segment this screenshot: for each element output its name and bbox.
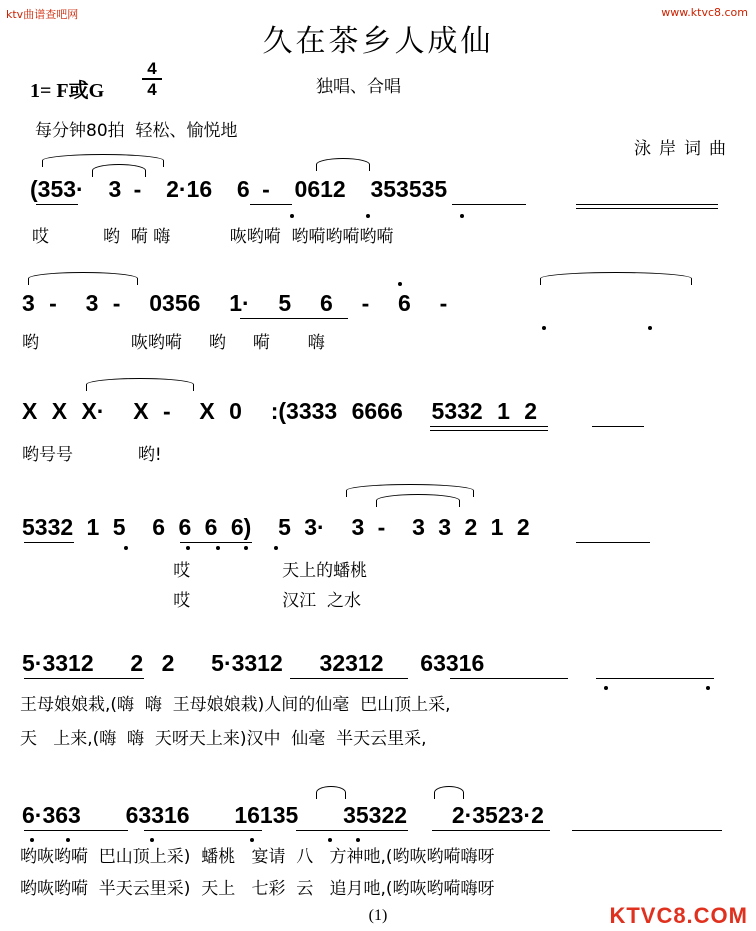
beam-line bbox=[180, 542, 252, 543]
slur-mark bbox=[316, 786, 346, 799]
beam-line bbox=[572, 830, 722, 831]
lyrics-row-3: 哟号号 哟! bbox=[22, 445, 162, 465]
lyrics-row-5-verse-1: 王母娘娘栽,(嗨 嗨 王母娘娘栽)人间的仙毫 巴山顶上采, bbox=[20, 695, 451, 715]
tie-mark bbox=[92, 164, 146, 177]
lyrics-row-2: 哟 咴哟嗬 哟 嗬 嗨 bbox=[22, 333, 325, 353]
tie-mark bbox=[28, 272, 138, 285]
octave-dot bbox=[274, 546, 278, 550]
octave-dot bbox=[706, 686, 710, 690]
lyrics-row-4-verse-2: 哎 汉江 之水 bbox=[22, 591, 361, 611]
music-row-6: 6·363 63316 16135 35322 2·3523·2 bbox=[22, 802, 544, 828]
beam-line bbox=[576, 204, 718, 205]
time-sig-bottom: 4 bbox=[147, 80, 157, 99]
tie-mark bbox=[86, 378, 194, 391]
watermark-right: www.ktvc8.com bbox=[661, 6, 748, 19]
octave-dot bbox=[542, 326, 546, 330]
beam-line bbox=[290, 678, 408, 679]
music-row-3: X X X· X - X 0 :(3333 6666 5332 1 2 bbox=[22, 398, 538, 424]
performance-style: 独唱、合唱 bbox=[316, 77, 401, 97]
beam-line bbox=[36, 204, 78, 205]
key-signature: 1= F或G bbox=[30, 80, 105, 102]
octave-dot bbox=[150, 838, 154, 842]
octave-dot bbox=[356, 838, 360, 842]
time-signature bbox=[140, 60, 164, 98]
beam-line bbox=[144, 830, 262, 831]
watermark-left: ktv曲谱查吧网 bbox=[6, 8, 79, 21]
song-title: 久在茶乡人成仙 bbox=[262, 24, 494, 59]
music-row-2: 3 - 3 - 0356 1· 5 6 - 6 - bbox=[22, 290, 448, 316]
octave-dot bbox=[250, 838, 254, 842]
beam-line bbox=[576, 208, 718, 209]
music-row-5: 5·3312 2 2 5·3312 32312 63316 bbox=[22, 650, 485, 676]
beam-line bbox=[596, 678, 714, 679]
octave-dot bbox=[124, 546, 128, 550]
time-sig-top: 4 bbox=[147, 59, 157, 78]
octave-dot bbox=[216, 546, 220, 550]
beam-line bbox=[432, 830, 550, 831]
lyrics-row-6-verse-2: 哟咴哟嗬 半天云里采) 天上 七彩 云 追月吔,(哟咴哟嗬嗨呀 bbox=[20, 879, 495, 899]
octave-dot bbox=[460, 214, 464, 218]
octave-dot bbox=[328, 838, 332, 842]
tempo-marking: 每分钟80拍 轻松、愉悦地 bbox=[35, 121, 238, 141]
beam-line bbox=[576, 542, 650, 543]
tie-mark bbox=[540, 272, 692, 285]
credit-line: 泳岸词曲 bbox=[634, 139, 734, 159]
octave-dot bbox=[398, 282, 402, 286]
octave-dot bbox=[30, 838, 34, 842]
site-logo: KTVC8.COM bbox=[609, 903, 748, 928]
beam-line bbox=[452, 204, 526, 205]
music-row-4: 5332 1 5 6 6 6 6) 5 3· 3 - 3 3 2 1 2 bbox=[22, 514, 530, 540]
beam-line bbox=[240, 318, 348, 319]
lyrics-row-6-verse-1: 哟咴哟嗬 巴山顶上采) 蟠桃 宴请 八 方神吔,(哟咴哟嗬嗨呀 bbox=[20, 847, 495, 867]
octave-dot bbox=[290, 214, 294, 218]
octave-dot bbox=[604, 686, 608, 690]
lyrics-row-1: 哎 哟 嗬 嗨 咴哟嗬 哟嗬哟嗬哟嗬 bbox=[32, 227, 394, 247]
octave-dot bbox=[186, 546, 190, 550]
slur-mark bbox=[434, 786, 464, 799]
music-row-1: (353· 3 - 2·16 6 - 0612 353535 bbox=[30, 176, 448, 202]
beam-line bbox=[250, 204, 292, 205]
beam-line bbox=[430, 430, 548, 431]
beam-line bbox=[592, 426, 644, 427]
octave-dot bbox=[366, 214, 370, 218]
lyrics-row-4-verse-1: 哎 天上的蟠桃 bbox=[22, 561, 368, 581]
tie-mark bbox=[316, 158, 370, 171]
beam-line bbox=[296, 830, 408, 831]
octave-dot bbox=[66, 838, 70, 842]
lyrics-row-5-verse-2: 天 上来,(嗨 嗨 天呀天上来)汉中 仙毫 半天云里采, bbox=[20, 729, 427, 749]
octave-dot bbox=[648, 326, 652, 330]
beam-line bbox=[24, 830, 128, 831]
page-number: (1) bbox=[368, 907, 388, 924]
beam-line bbox=[430, 426, 548, 427]
tie-mark bbox=[376, 494, 460, 507]
beam-line bbox=[450, 678, 568, 679]
octave-dot bbox=[244, 546, 248, 550]
beam-line bbox=[24, 678, 144, 679]
beam-line bbox=[24, 542, 74, 543]
